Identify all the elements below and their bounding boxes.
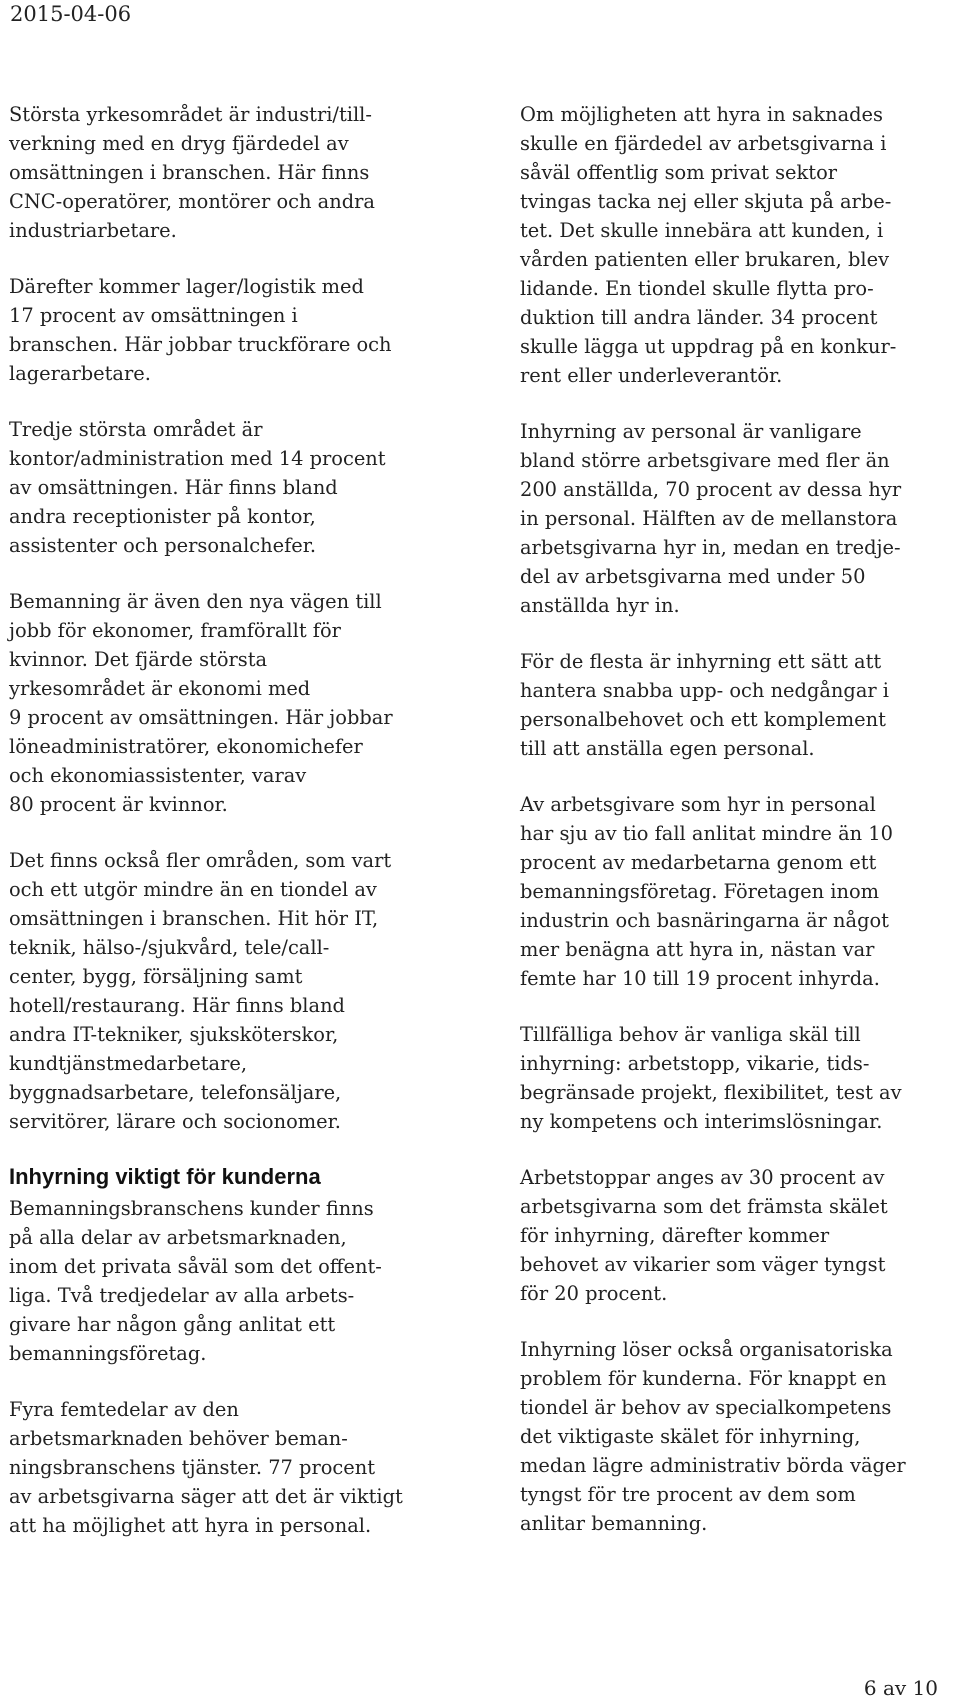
- section-heading: Inhyrning viktigt för kunderna: [9, 1164, 321, 1189]
- paragraph-industry: Största yrkesområdet är industri/till- verkning med en dryg fjärdedel av omsättningen i branschen. Här finns CNC-operatörer, montörer och andra industriarbetare.: [9, 103, 375, 242]
- paragraph-flexibility: För de flesta är inhyrning ett sätt att hantera snabba upp- och nedgångar i personalbehovet och ett komplement till att anställa egen personal.: [520, 650, 890, 760]
- paragraph-temporary-needs: Tillfälliga behov är vanliga skäl till inhyrning: arbetstopp, vikarie, tids- begränsade projekt, flexibilitet, test av ny kompetens och interimslösningar.: [520, 1023, 902, 1133]
- paragraph-organizational: Inhyrning löser också organisatoriska problem för kunderna. För knappt en tiondel är behov av specialkompetens det viktigaste skälet för inhyrning, medan lägre administrativ börda väger tyngst för tre procent av dem som anlitar bemanning.: [520, 1338, 906, 1535]
- left-column: [9, 100, 454, 1567]
- paragraph-larger-employers: Inhyrning av personal är vanligare bland större arbetsgivare med fler än 200 anställda, 70 procent av dessa hyr in personal. Hälften av de mellanstora arbetsgivarna hyr in, medan en tredje- del av arbetsgivarna med under 50 anställda hyr in.: [520, 420, 902, 617]
- paragraph-four-fifths: Fyra femtedelar av den arbetsmarknaden behöver beman- ningsbranschens tjänster. 77 procent av arbetsgivarna säger att det är viktigt att ha möjlighet att hyra in personal.: [9, 1398, 403, 1537]
- paragraph-share-hired: Av arbetsgivare som hyr in personal har sju av tio fall anlitat mindre än 10 procent av medarbetarna genom ett bemanningsföretag. Företagen inom industrin och basnäringarna är något mer benägna att hyra in, nästan var femte har 10 till 19 procent inhyrda.: [520, 793, 893, 990]
- paragraph-customers: Bemanningsbranschens kunder finns på alla delar av arbetsmarknaden, inom det privata såväl som det offent- liga. Två tredjedelar av alla arbets- givare har någon gång anlitat ett bemanningsföretag.: [9, 1197, 382, 1365]
- page-number: 6 av 10: [863, 1676, 938, 1700]
- document-date: 2015-04-06: [10, 2, 132, 26]
- paragraph-work-peaks: Arbetstoppar anges av 30 procent av arbetsgivarna som det främsta skälet för inhyrning, därefter kommer behovet av vikarier som väger tyngst för 20 procent.: [520, 1166, 888, 1305]
- paragraph-other-areas: Det finns också fler områden, som vart och ett utgör mindre än en tiondel av omsättningen i branschen. Hit hör IT, teknik, hälso-/sjukvård, tele/call- center, bygg, försäljning samt hotell/restaurang. Här finns bland andra IT-tekniker, sjuksköterskor, kundtjänstmedarbetare, byggnadsarbetare, telefonsäljare, servitörer, lärare och socionomer.: [9, 849, 392, 1133]
- paragraph-logistics: Därefter kommer lager/logistik med 17 procent av omsättningen i branschen. Här jobbar truckförare och lagerarbetare.: [9, 275, 392, 385]
- right-column: [520, 100, 955, 1565]
- paragraph-without-hiring: Om möjligheten att hyra in saknades skulle en fjärdedel av arbetsgivarna i såväl offentlig som privat sektor tvingas tacka nej eller skjuta på arbe- tet. Det skulle innebära att kunden, i vården patienten eller brukaren, blev lidande. En tiondel skulle flytta pro- duktion till andra länder. 34 procent skulle lägga ut uppdrag på en konkur- rent eller underleverantör.: [520, 103, 897, 387]
- paragraph-administration: Tredje största området är kontor/administration med 14 procent av omsättningen. Här finns bland andra receptionister på kontor, assistenter och personalchefer.: [9, 418, 386, 557]
- paragraph-economy: Bemanning är även den nya vägen till jobb för ekonomer, framförallt för kvinnor. Det fjärde största yrkesområdet är ekonomi med 9 procent av omsättningen. Här jobbar löneadministratörer, ekonomichefer och ekonomiassistenter, varav 80 procent är kvinnor.: [9, 590, 393, 816]
